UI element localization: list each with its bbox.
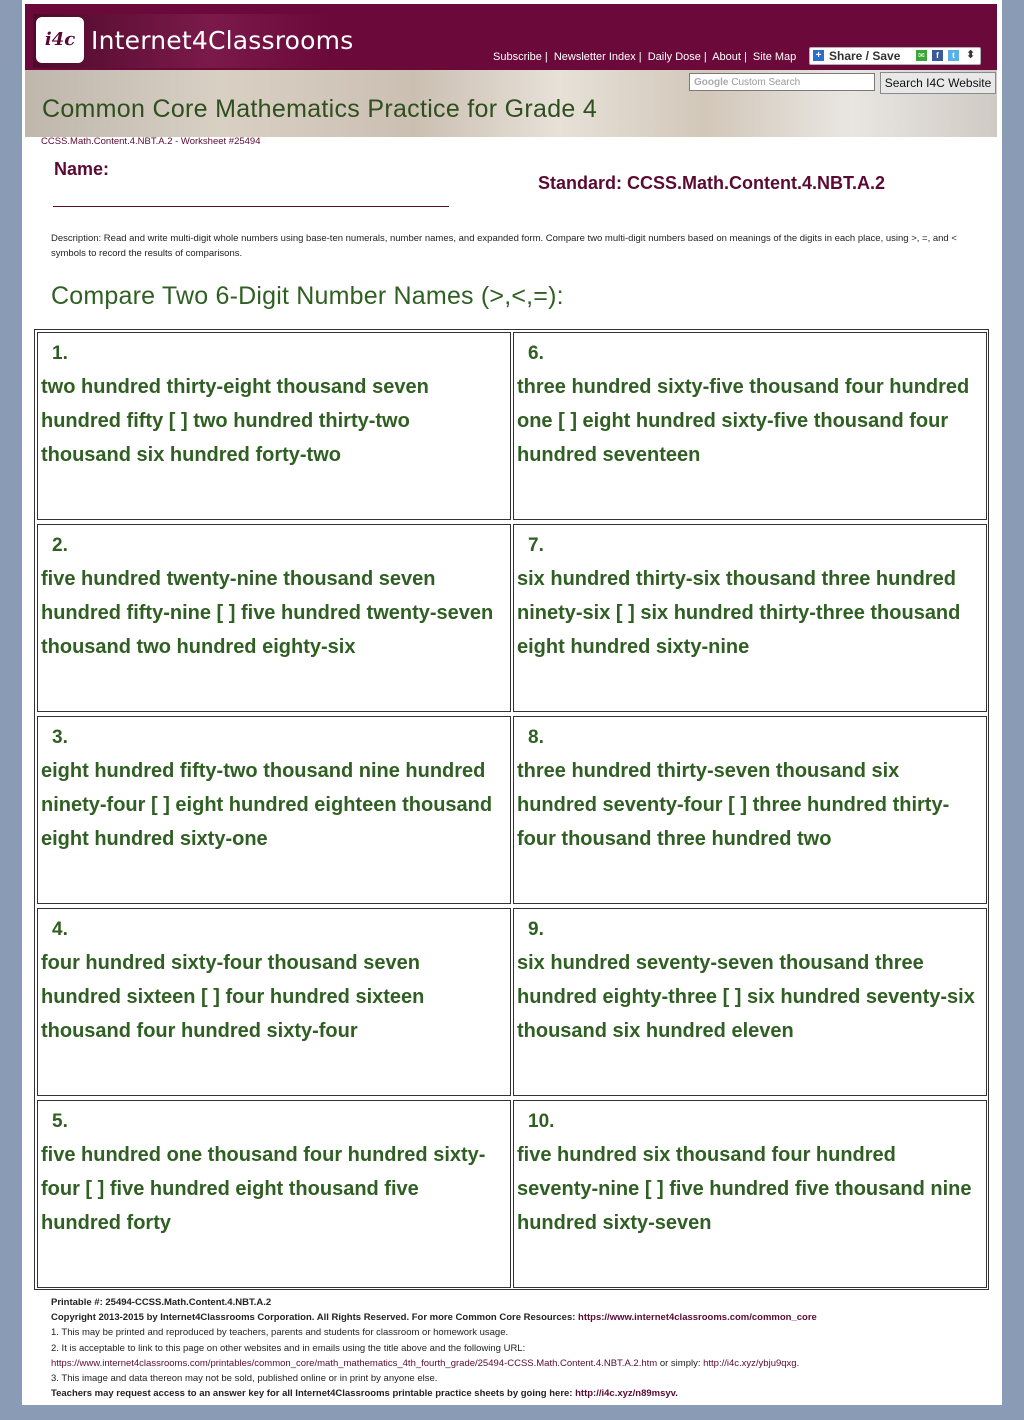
share-label: Share / Save bbox=[829, 49, 901, 63]
problem-cell bbox=[513, 332, 987, 520]
problem-number: 5. bbox=[52, 1111, 68, 1132]
footer bbox=[51, 1295, 991, 1401]
answer-key-line bbox=[51, 1386, 991, 1401]
problem-cell bbox=[37, 1100, 511, 1288]
printable-number: Printable #: 25494-CCSS.Math.Content.4.NBT.A.2 bbox=[51, 1297, 272, 1308]
logo-badge: i4c bbox=[36, 17, 84, 63]
problem-number: 9. bbox=[528, 919, 544, 940]
logo-text: Internet4Classrooms bbox=[91, 26, 354, 55]
problem-cell bbox=[513, 908, 987, 1096]
nav-newsletter-index[interactable]: Newsletter Index bbox=[553, 51, 636, 63]
url-line bbox=[51, 1356, 991, 1371]
problem-text: eight hundred fifty-two thousand nine hundred ninety-four [ ] eight hundred eighteen thousand eight hundred sixty-one bbox=[41, 760, 493, 850]
name-line bbox=[53, 206, 449, 207]
breadcrumb: CCSS.Math.Content.4.NBT.A.2 - Worksheet #25494 bbox=[41, 136, 261, 147]
problem-text: three hundred thirty-seven thousand six hundred seventy-four [ ] three hundred thirty-four thousand three hundred two bbox=[517, 760, 950, 850]
search-input[interactable] bbox=[689, 73, 875, 91]
note-3: 3. This image and data thereon may not be sold, published online or in print by anyone else. bbox=[51, 1373, 438, 1385]
problem-number: 7. bbox=[528, 535, 544, 556]
problem-cell bbox=[37, 908, 511, 1096]
site-header bbox=[25, 4, 997, 70]
problem-number: 8. bbox=[528, 727, 544, 748]
top-nav: Subscribe | Newsletter Index | Daily Dose | About | Site Map bbox=[493, 51, 797, 63]
problem-number: 4. bbox=[52, 919, 68, 940]
problem-number: 1. bbox=[52, 343, 68, 364]
note-1: 1. This may be printed and reproduced by teachers, parents and students for classroom or homework usage. bbox=[51, 1327, 509, 1339]
or-simply-text: or simply: bbox=[657, 1357, 704, 1369]
share-email-icon: ✉ bbox=[916, 50, 927, 61]
problem-number: 6. bbox=[528, 343, 544, 364]
problem-text: five hundred one thousand four hundred sixty-four [ ] five hundred eight thousand five hundred forty bbox=[41, 1144, 486, 1234]
problem-grid bbox=[34, 329, 989, 1290]
nav-site-map[interactable]: Site Map bbox=[752, 51, 797, 63]
problem-cell bbox=[513, 716, 987, 904]
problem-number: 2. bbox=[52, 535, 68, 556]
problem-cell bbox=[513, 1100, 987, 1288]
share-plus-icon: + bbox=[813, 50, 824, 61]
short-url-link[interactable]: http://i4c.xyz/ybju9qxg bbox=[703, 1357, 797, 1369]
copyright-text: Copyright 2013-2015 by Internet4Classrooms Corporation. All Rights Reserved. For more Common Core Resources: bbox=[51, 1312, 579, 1324]
note-2: 2. It is acceptable to link to this page on other websites and in emails using the title above and the following URL: bbox=[51, 1342, 526, 1354]
problem-cell bbox=[37, 524, 511, 712]
section-title: Compare Two 6-Digit Number Names (>,<,=): bbox=[51, 282, 564, 310]
problem-cell bbox=[37, 716, 511, 904]
problem-text: six hundred thirty-six thousand three hundred ninety-six [ ] six hundred thirty-three thousand eight hundred sixty-nine bbox=[517, 568, 961, 658]
url-period: . bbox=[796, 1357, 800, 1369]
answer-key-link[interactable]: http://i4c.xyz/n89msyv bbox=[575, 1388, 676, 1400]
problem-text: six hundred seventy-seven thousand three hundred eighty-three [ ] six hundred seventy-six thousand six hundred eleven bbox=[517, 952, 975, 1042]
description: Description: Read and write multi-digit whole numbers using base-ten numerals, number names, and expanded form. Compare two multi-digit numbers based on meanings of the digits in each place, using >, =, and < symbols to record the results of comparisons. bbox=[51, 233, 957, 259]
twitter-icon: t bbox=[948, 50, 959, 61]
problem-text: two hundred thirty-eight thousand seven hundred fifty [ ] two hundred thirty-two thousand six hundred forty-two bbox=[41, 376, 429, 466]
standard-label: Standard: CCSS.Math.Content.4.NBT.A.2 bbox=[538, 173, 886, 193]
problem-text: three hundred sixty-five thousand four hundred one [ ] eight hundred sixty-five thousand four hundred seventeen bbox=[517, 376, 970, 466]
worksheet-url-link[interactable]: https://www.internet4classrooms.com/printables/common_core/math_mathematics_4th_fourth_grade/25494-CCSS.Math.Content.4.NBT.A.2.htm bbox=[51, 1357, 658, 1369]
share-save-button[interactable] bbox=[809, 47, 981, 65]
page-title: Common Core Mathematics Practice for Grade 4 bbox=[42, 95, 598, 123]
common-core-link[interactable]: https://www.internet4classrooms.com/common_core bbox=[578, 1312, 817, 1324]
answer-key-text: Teachers may request access to an answer key for all Internet4Classrooms printable practice sheets by going here: bbox=[51, 1388, 576, 1400]
google-logo: Google bbox=[694, 77, 729, 88]
problem-cell bbox=[37, 332, 511, 520]
problem-text: four hundred sixty-four thousand seven hundred sixteen [ ] four hundred sixteen thousand four hundred sixty-four bbox=[41, 952, 425, 1042]
facebook-icon: f bbox=[932, 50, 943, 61]
copyright-line bbox=[51, 1310, 991, 1325]
nav-daily-dose[interactable]: Daily Dose bbox=[647, 51, 701, 63]
problem-number: 10. bbox=[528, 1111, 555, 1132]
nav-subscribe[interactable]: Subscribe bbox=[493, 51, 542, 63]
search-button[interactable]: Search I4C Website bbox=[880, 72, 996, 94]
problem-text: five hundred twenty-nine thousand seven hundred fifty-nine [ ] five hundred twenty-seven thousand two hundred eighty-six bbox=[41, 568, 494, 658]
site-logo[interactable] bbox=[33, 14, 354, 68]
worksheet-page bbox=[22, 0, 1002, 1405]
chevron-updown-icon: ⬍ bbox=[966, 49, 976, 61]
search-placeholder: Custom Search bbox=[731, 77, 801, 88]
problem-cell bbox=[513, 524, 987, 712]
nav-about[interactable]: About bbox=[712, 51, 741, 63]
problem-text: five hundred six thousand four hundred seventy-nine [ ] five hundred five thousand nine hundred sixty-seven bbox=[517, 1144, 972, 1234]
answer-key-period: . bbox=[675, 1388, 678, 1400]
problem-number: 3. bbox=[52, 727, 68, 748]
name-label: Name: bbox=[54, 159, 110, 179]
